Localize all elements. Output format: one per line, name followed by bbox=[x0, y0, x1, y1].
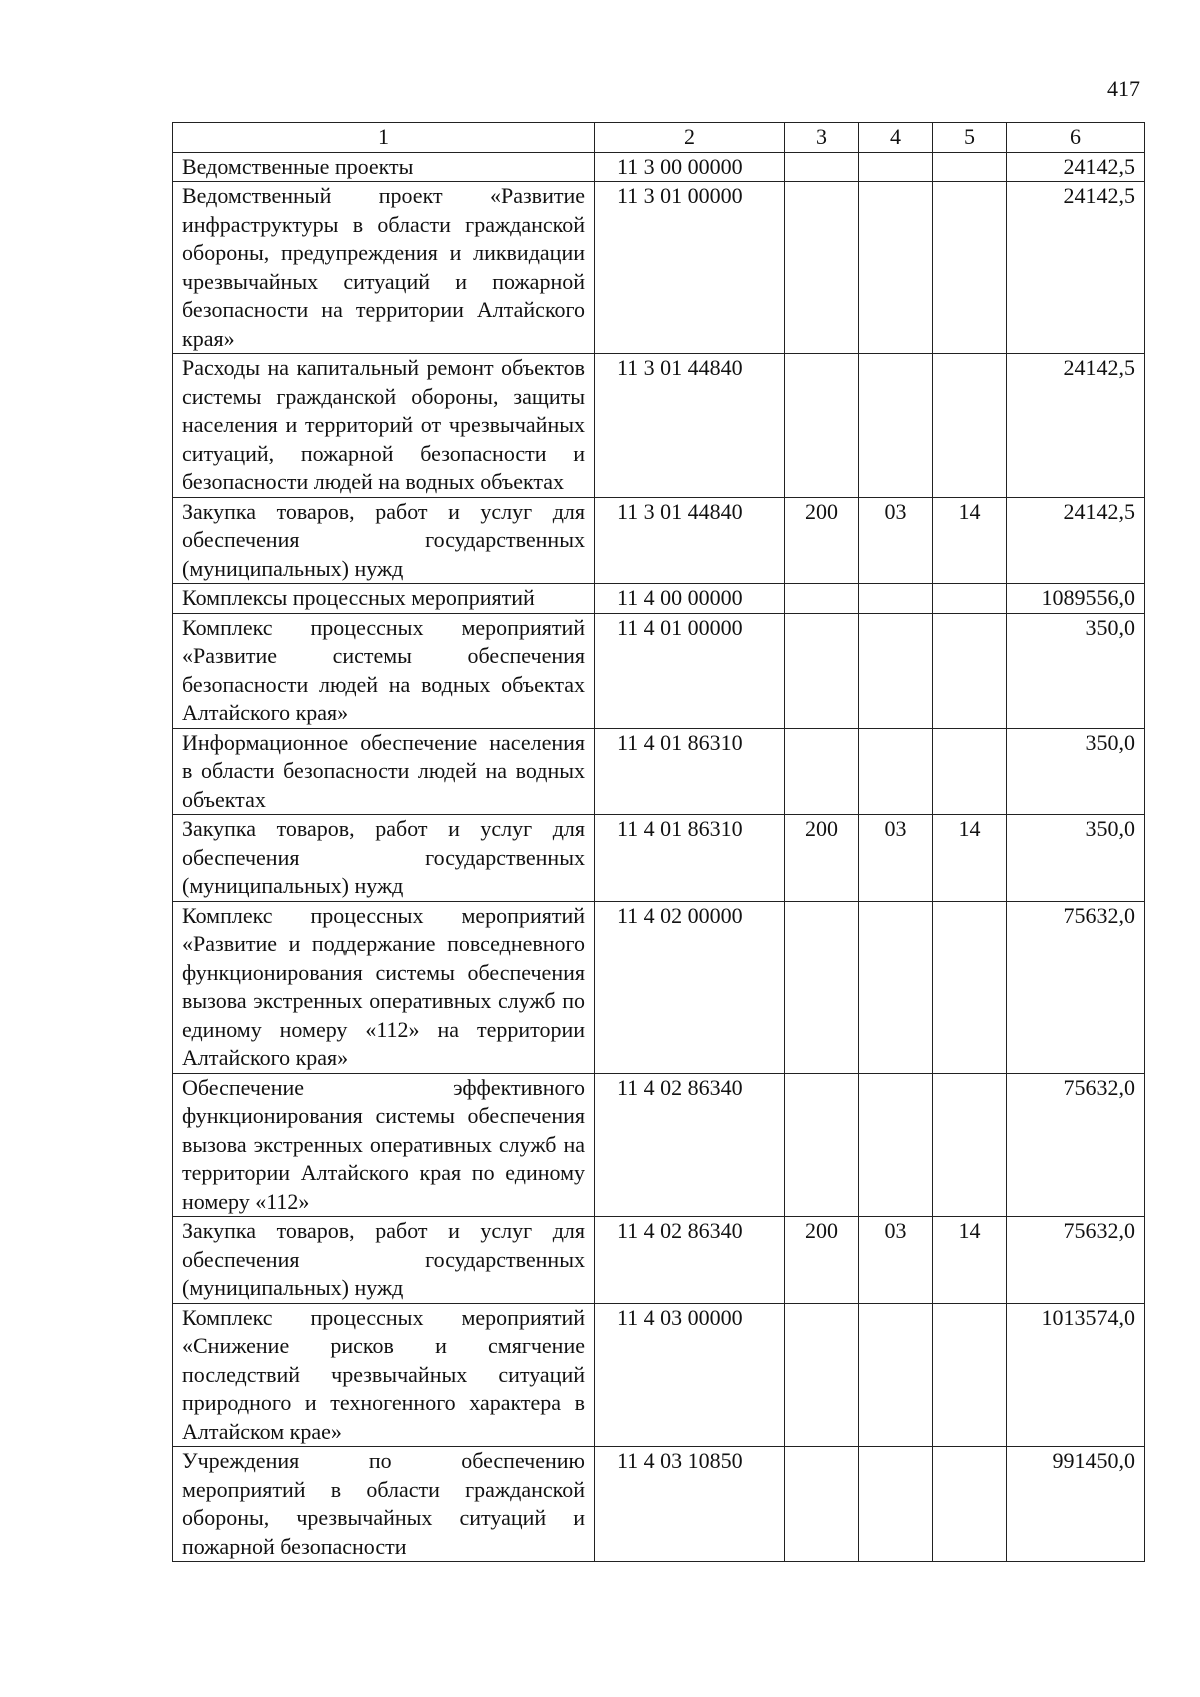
row-col5-cell bbox=[933, 901, 1007, 1073]
row-amount-cell: 24142,5 bbox=[1007, 497, 1145, 584]
row-col5-cell bbox=[933, 613, 1007, 728]
row-col4-cell bbox=[859, 1447, 933, 1562]
row-col5-cell bbox=[933, 354, 1007, 498]
table-row bbox=[173, 901, 1145, 1073]
table-row bbox=[173, 1073, 1145, 1217]
row-code-cell: 11 4 03 10850 bbox=[595, 1447, 785, 1562]
table-row bbox=[173, 728, 1145, 815]
row-col5-cell bbox=[933, 584, 1007, 614]
row-col3-cell bbox=[785, 1073, 859, 1217]
row-name-cell: Закупка товаров, работ и услуг для обеспечения государственных (муниципальных) нужд bbox=[173, 815, 595, 902]
row-name-cell: Ведомственные проекты bbox=[173, 152, 595, 182]
column-header-3: 3 bbox=[785, 123, 859, 153]
row-name-cell: Комплекс процессных мероприятий «Развитие системы обеспечения безопасности людей на водных объектах Алтайского края» bbox=[173, 613, 595, 728]
row-amount-cell: 75632,0 bbox=[1007, 1217, 1145, 1304]
table-row bbox=[173, 354, 1145, 498]
row-col4-cell bbox=[859, 182, 933, 354]
row-code-cell: 11 4 01 00000 bbox=[595, 613, 785, 728]
row-amount-cell: 24142,5 bbox=[1007, 354, 1145, 498]
row-amount-cell: 24142,5 bbox=[1007, 152, 1145, 182]
row-col3-cell bbox=[785, 901, 859, 1073]
table-row bbox=[173, 584, 1145, 614]
row-name-cell: Ведомственный проект «Развитие инфраструктуры в области гражданской обороны, предупреждения и ликвидации чрезвычайных ситуаций и пожарной безопасности на территории Алтайского края» bbox=[173, 182, 595, 354]
row-code-cell: 11 4 00 00000 bbox=[595, 584, 785, 614]
row-col4-cell bbox=[859, 1303, 933, 1447]
row-col3-cell bbox=[785, 584, 859, 614]
row-code-cell: 11 3 01 00000 bbox=[595, 182, 785, 354]
row-code-cell: 11 3 01 44840 bbox=[595, 497, 785, 584]
row-col3-cell bbox=[785, 1447, 859, 1562]
row-code-cell: 11 3 01 44840 bbox=[595, 354, 785, 498]
row-col5-cell: 14 bbox=[933, 497, 1007, 584]
row-col4-cell: 03 bbox=[859, 1217, 933, 1304]
table-row bbox=[173, 815, 1145, 902]
table-row bbox=[173, 182, 1145, 354]
row-amount-cell: 1013574,0 bbox=[1007, 1303, 1145, 1447]
row-amount-cell: 75632,0 bbox=[1007, 1073, 1145, 1217]
table-row bbox=[173, 497, 1145, 584]
row-col3-cell bbox=[785, 182, 859, 354]
row-col4-cell bbox=[859, 584, 933, 614]
row-col3-cell bbox=[785, 728, 859, 815]
row-col3-cell bbox=[785, 1303, 859, 1447]
row-amount-cell: 1089556,0 bbox=[1007, 584, 1145, 614]
table-row bbox=[173, 1303, 1145, 1447]
row-col3-cell bbox=[785, 152, 859, 182]
row-col3-cell: 200 bbox=[785, 1217, 859, 1304]
row-amount-cell: 350,0 bbox=[1007, 613, 1145, 728]
row-col5-cell: 14 bbox=[933, 815, 1007, 902]
row-code-cell: 11 4 01 86310 bbox=[595, 815, 785, 902]
row-col3-cell bbox=[785, 613, 859, 728]
row-code-cell: 11 3 00 00000 bbox=[595, 152, 785, 182]
row-col5-cell bbox=[933, 728, 1007, 815]
row-amount-cell: 350,0 bbox=[1007, 728, 1145, 815]
row-name-cell: Закупка товаров, работ и услуг для обеспечения государственных (муниципальных) нужд bbox=[173, 1217, 595, 1304]
row-col3-cell: 200 bbox=[785, 497, 859, 584]
table-row bbox=[173, 1447, 1145, 1562]
row-col4-cell bbox=[859, 354, 933, 498]
row-col4-cell bbox=[859, 1073, 933, 1217]
row-name-cell: Обеспечение эффективного функционирования системы обеспечения вызова экстренных оперативных служб на территории Алтайского края по единому номеру «112» bbox=[173, 1073, 595, 1217]
row-code-cell: 11 4 03 00000 bbox=[595, 1303, 785, 1447]
row-col4-cell bbox=[859, 901, 933, 1073]
row-amount-cell: 350,0 bbox=[1007, 815, 1145, 902]
row-col5-cell bbox=[933, 152, 1007, 182]
column-header-4: 4 bbox=[859, 123, 933, 153]
row-name-cell: Комплекс процессных мероприятий «Снижение рисков и смягчение последствий чрезвычайных ситуаций природного и техногенного характера в Алтайском крае» bbox=[173, 1303, 595, 1447]
row-code-cell: 11 4 02 86340 bbox=[595, 1073, 785, 1217]
row-col5-cell bbox=[933, 1073, 1007, 1217]
row-name-cell: Комплекс процессных мероприятий «Развитие и поддержание повседневного функционирования системы обеспечения вызова экстренных оперативных служб по единому номеру «112» на территории Алтайского края» bbox=[173, 901, 595, 1073]
row-col5-cell: 14 bbox=[933, 1217, 1007, 1304]
table-row bbox=[173, 1217, 1145, 1304]
column-header-1: 1 bbox=[173, 123, 595, 153]
row-col5-cell bbox=[933, 182, 1007, 354]
row-col4-cell: 03 bbox=[859, 497, 933, 584]
budget-table bbox=[172, 122, 1145, 1562]
row-amount-cell: 991450,0 bbox=[1007, 1447, 1145, 1562]
row-name-cell: Расходы на капитальный ремонт объектов системы гражданской обороны, защиты населения и территорий от чрезвычайных ситуаций, пожарной безопасности и безопасности людей на водных объектах bbox=[173, 354, 595, 498]
row-col3-cell bbox=[785, 354, 859, 498]
column-header-6: 6 bbox=[1007, 123, 1145, 153]
column-header-5: 5 bbox=[933, 123, 1007, 153]
row-col4-cell bbox=[859, 728, 933, 815]
row-code-cell: 11 4 02 86340 bbox=[595, 1217, 785, 1304]
row-col5-cell bbox=[933, 1303, 1007, 1447]
row-col4-cell bbox=[859, 613, 933, 728]
row-col4-cell: 03 bbox=[859, 815, 933, 902]
row-amount-cell: 24142,5 bbox=[1007, 182, 1145, 354]
row-col4-cell bbox=[859, 152, 933, 182]
row-name-cell: Закупка товаров, работ и услуг для обеспечения государственных (муниципальных) нужд bbox=[173, 497, 595, 584]
row-name-cell: Информационное обеспечение населения в области безопасности людей на водных объектах bbox=[173, 728, 595, 815]
column-header-2: 2 bbox=[595, 123, 785, 153]
table-header-row bbox=[173, 123, 1145, 153]
row-name-cell: Комплексы процессных мероприятий bbox=[173, 584, 595, 614]
row-col3-cell: 200 bbox=[785, 815, 859, 902]
row-code-cell: 11 4 01 86310 bbox=[595, 728, 785, 815]
row-code-cell: 11 4 02 00000 bbox=[595, 901, 785, 1073]
row-name-cell: Учреждения по обеспечению мероприятий в области гражданской обороны, чрезвычайных ситуаций и пожарной безопасности bbox=[173, 1447, 595, 1562]
table-row bbox=[173, 152, 1145, 182]
page-number: 417 bbox=[1107, 76, 1140, 101]
row-col5-cell bbox=[933, 1447, 1007, 1562]
table-row bbox=[173, 613, 1145, 728]
row-amount-cell: 75632,0 bbox=[1007, 901, 1145, 1073]
